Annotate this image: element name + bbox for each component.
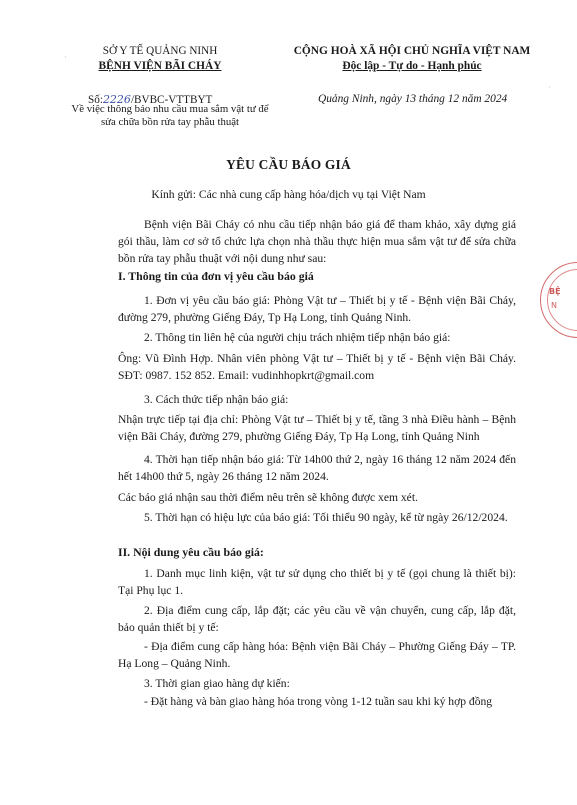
intro-paragraph: Bệnh viện Bãi Cháy có nhu cầu tiếp nhận báo giá để tham khảo, xây dựng giá gói thầu, làm cơ sở tổ chức lựa chọn nhà thầu thực hiện mua sắm vật tư để sửa chữa bồn rửa tay phẫu thuật với nội dung như sau: bbox=[118, 218, 516, 265]
section-1-item-4: 4. Thời hạn tiếp nhận báo giá: Từ 14h00 thứ 2, ngày 16 tháng 12 năm 2024 đến hết 14h00 thứ 5, ngày 26 tháng 12 năm 2024. bbox=[118, 453, 516, 483]
section-2-item-2-detail: - Địa điểm cung cấp hàng hóa: Bệnh viện Bãi Cháy – Phường Giếng Đáy – TP. Hạ Long – Quảng Ninh. bbox=[118, 640, 516, 670]
scan-speck: · bbox=[64, 53, 67, 62]
section-1-item-2: 2. Thông tin liên hệ của người chịu trách nhiệm tiếp nhận báo giá: bbox=[144, 331, 451, 344]
section-2-item-3: 3. Thời gian giao hàng dự kiến: bbox=[144, 677, 290, 690]
section-1-heading: I. Thông tin của đơn vị yêu cầu báo giá bbox=[118, 269, 314, 283]
document-title: YÊU CẦU BÁO GIÁ bbox=[226, 157, 351, 172]
handwritten-number: 2226 bbox=[102, 93, 131, 106]
section-1-item-5: 5. Thời hạn có hiệu lực của báo giá: Tối thiểu 90 ngày, kể từ ngày 26/12/2024. bbox=[144, 511, 508, 524]
section-2-item-3-detail: - Đặt hàng và bàn giao hàng hóa trong vòng 1-12 tuần sau khi ký hợp đồng bbox=[144, 695, 493, 708]
motto: Độc lập - Tự do - Hạnh phúc bbox=[342, 60, 482, 72]
section-1-item-2-detail: Ông: Vũ Đình Hợp. Nhân viên phòng Vật tư – Thiết bị y tế - Bệnh viện Bãi Cháy. SĐT: 0987. 152 852. Email: vudinhhopkrt@gmail.com bbox=[118, 352, 516, 382]
section-1-item-3-detail: Nhận trực tiếp tại địa chỉ: Phòng Vật tư – Thiết bị y tế, tầng 3 nhà Điều hành – Bệnh viện Bãi Cháy, đường 279, phường Giếng Đáy, Tp Hạ Long, tỉnh Quảng Ninh bbox=[118, 413, 516, 443]
issue-date: Quảng Ninh, ngày 13 tháng 12 năm 2024 bbox=[318, 93, 508, 105]
hospital-name: BỆNH VIỆN BÃI CHÁY bbox=[98, 60, 222, 72]
country-name: CỘNG HOÀ XÃ HỘI CHỦ NGHĨA VIỆT NAM bbox=[293, 45, 531, 57]
section-2-item-1: 1. Danh mục linh kiện, vật tư sử dụng cho thiết bị y tế (gọi chung là thiết bị): Tại Phụ lục 1. bbox=[118, 567, 516, 597]
section-2-heading: II. Nội dung yêu cầu báo giá: bbox=[118, 545, 264, 559]
department-name: SỞ Y TẾ QUẢNG NINH bbox=[102, 45, 218, 57]
document-number: Số:2226/BVBC-VTTBYT bbox=[88, 93, 213, 106]
scan-speck: · bbox=[548, 83, 551, 92]
section-1-item-4-note: Các báo giá nhận sau thời điểm nêu trên sẽ không được xem xét. bbox=[118, 491, 418, 504]
issuer-block bbox=[60, 44, 260, 74]
official-seal-text: BỆ bbox=[549, 287, 561, 296]
official-seal bbox=[540, 262, 577, 338]
section-1-item-3: 3. Cách thức tiếp nhận báo giá: bbox=[144, 393, 289, 406]
section-1-item-1: 1. Đơn vị yêu cầu báo giá: Phòng Vật tư – Thiết bị y tế - Bệnh viện Bãi Cháy, đường 279, phường Giếng Đáy, Tp Hạ Long, tỉnh Quảng Ninh. bbox=[118, 294, 516, 324]
national-motto-block bbox=[262, 44, 562, 74]
recipient-line: Kính gửi: Các nhà cung cấp hàng hóa/dịch vụ tại Việt Nam bbox=[151, 188, 426, 201]
section-2-item-2: 2. Địa điểm cung cấp, lắp đặt; các yêu cầu về vận chuyển, cung cấp, lắp đặt, bảo quản thiết bị y tế: bbox=[118, 604, 516, 634]
document-subject: Về việc thông báo nhu cầu mua sắm vật tư để sửa chữa bồn rửa tay phẫu thuật bbox=[71, 103, 269, 128]
official-seal-text-2: N bbox=[551, 301, 557, 310]
